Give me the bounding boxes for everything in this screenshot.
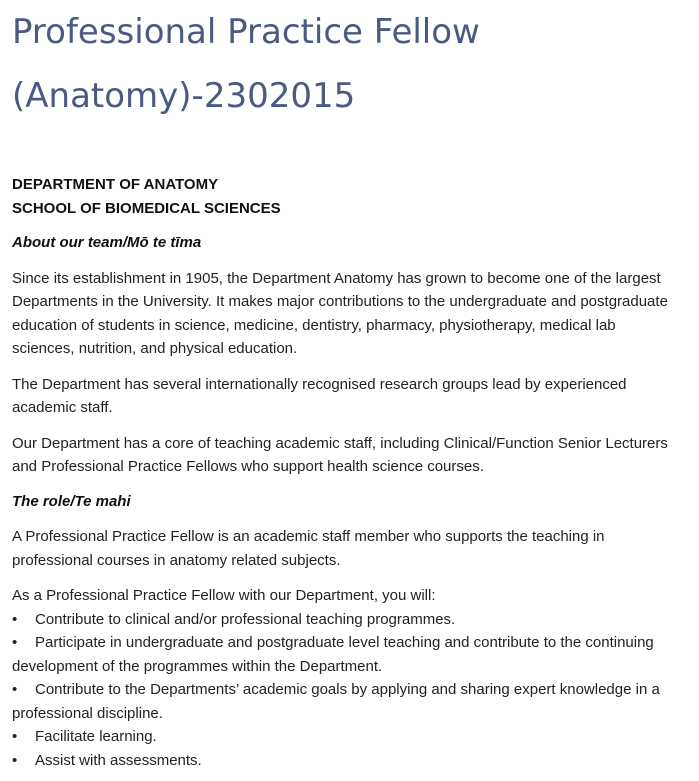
about-paragraph: The Department has several internationally recognised research groups lead by experienced academic staff.: [12, 375, 627, 416]
bullet-icon: •: [12, 728, 18, 745]
list-item-text: Assist with assessments.: [35, 751, 202, 769]
about-paragraph: Our Department has a core of teaching academic staff, including Clinical/Function Senior Lecturers and Professional Practice Fellows who support health science courses.: [12, 434, 668, 475]
role-paragraph: A Professional Practice Fellow is an academic staff member who supports the teaching in professional courses in anatomy related subjects.: [12, 528, 605, 569]
bullet-icon: •: [12, 681, 18, 698]
department-heading: DEPARTMENT OF ANATOMY: [12, 176, 219, 193]
about-team-heading: About our team/Mō te tīma: [12, 234, 202, 251]
list-item: [12, 631, 677, 678]
list-item: [12, 608, 677, 632]
bullet-icon: •: [12, 610, 18, 628]
about-paragraph: Since its establishment in 1905, the Department Anatomy has grown to become one of the largest Departments in the University. It makes major contributions to the undergraduate and postgraduate education of students in science, medicine, dentistry, pharmacy, physiotherapy, medical lab sciences, nutrition, and physical education.: [12, 269, 668, 357]
list-item-text: Contribute to the Departments’ academic goals by applying and sharing expert knowledge in a professional discipline.: [12, 681, 660, 722]
bullet-icon: •: [12, 634, 18, 651]
duties-intro: As a Professional Practice Fellow with our Department, you will:: [12, 587, 436, 604]
school-heading: SCHOOL OF BIOMEDICAL SCIENCES: [12, 199, 281, 217]
page-title: Professional Practice Fellow (Anatomy)-2302015: [12, 12, 480, 116]
list-item: [12, 678, 677, 725]
job-description: [12, 173, 677, 772]
bullet-icon: •: [12, 751, 18, 769]
list-item: [12, 725, 677, 749]
list-item-text: Facilitate learning.: [35, 728, 157, 745]
role-heading: The role/Te mahi: [12, 492, 131, 510]
list-item-text: Participate in undergraduate and postgraduate level teaching and contribute to the continuing development of the programmes within the Department.: [12, 634, 654, 675]
list-item-text: Contribute to clinical and/or professional teaching programmes.: [35, 610, 456, 628]
list-item: [12, 749, 677, 773]
duties-list: [12, 584, 677, 772]
